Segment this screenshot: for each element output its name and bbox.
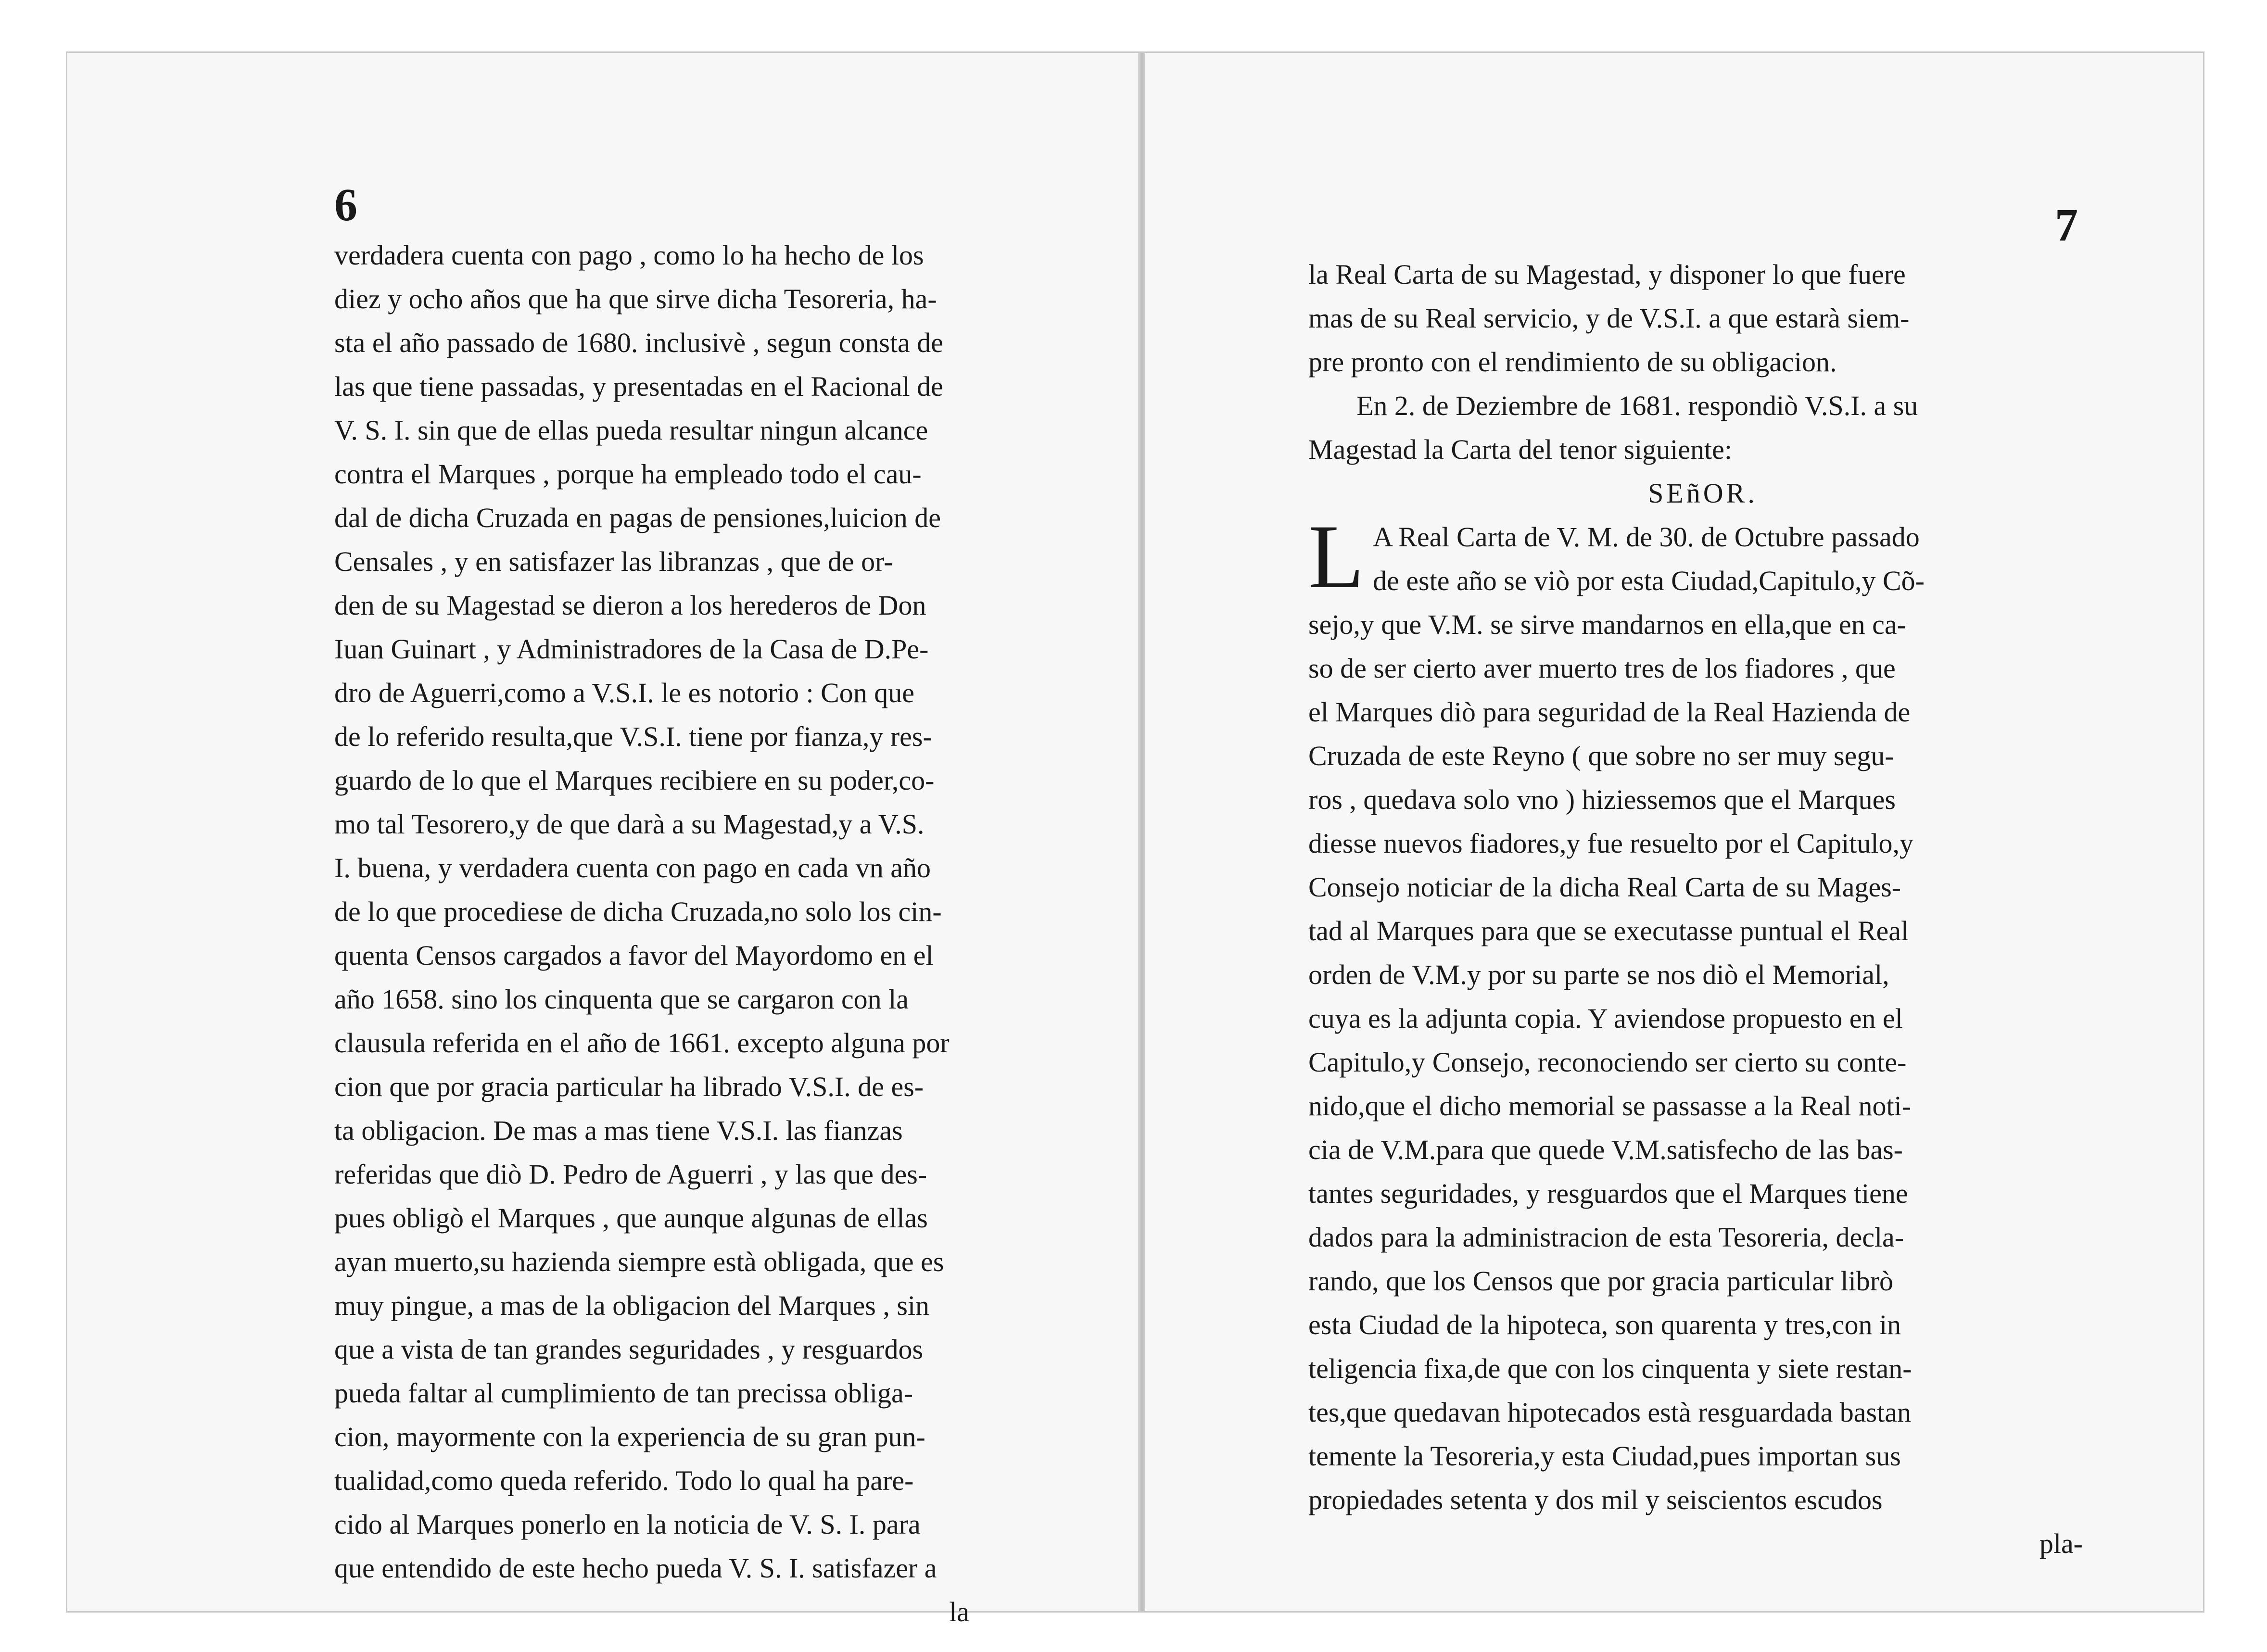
text-line: tes,que quedavan hipotecados està resguardada bastan (1308, 1397, 1911, 1428)
letter-opening (1308, 506, 2097, 607)
text-line: esta Ciudad de la hipoteca, son quarenta y tres,con in (1308, 1309, 1901, 1340)
text-line: dados para la administracion de esta Tesoreria, decla- (1308, 1222, 1904, 1253)
text-line: mo tal Tesorero,y de que darà a su Magestad,y a V.S. (334, 808, 925, 840)
page-number-left: 6 (334, 179, 357, 230)
text-line: ta obligacion. De mas a mas tiene V.S.I. las fianzas (334, 1115, 903, 1146)
text-line: que entendido de este hecho pueda V. S. I. satisfazer a (334, 1552, 937, 1584)
text-line: muy pingue, a mas de la obligacion del Marques , sin (334, 1290, 930, 1321)
text-line: sta el año passado de 1680. inclusivè , segun consta de (334, 327, 944, 358)
left-page-body (334, 233, 988, 1634)
text-line: referidas que diò D. Pedro de Aguerri , y las que des- (334, 1159, 927, 1190)
text-line: cia de V.M.para que quede V.M.satisfecho de las bas- (1308, 1134, 1903, 1165)
text-line: guardo de lo que el Marques recibiere en su poder,co- (334, 765, 935, 796)
text-line: Censales , y en satisfazer las libranzas , que de or- (334, 546, 893, 577)
text-line: la Real Carta de su Magestad, y disponer lo que fuere (1308, 259, 1906, 290)
left-page (67, 53, 1140, 1627)
text-line: propiedades setenta y dos mil y seiscientos escudos (1308, 1484, 1883, 1515)
drop-cap: L (1308, 506, 1365, 607)
text-line: de este año se viò por esta Ciudad,Capitulo,y Cõ- (1373, 565, 1925, 596)
text-line: ros , quedava solo vno ) hiziessemos que el Marques (1308, 784, 1896, 815)
text-line: verdadera cuenta con pago , como lo ha hecho de los (334, 240, 924, 271)
text-line: Magestad la Carta del tenor siguiente: (1308, 434, 1732, 465)
letter-salutation: SEñOR. (1648, 478, 1758, 509)
text-line: diez y ocho años que ha que sirve dicha Tesoreria, ha- (334, 283, 937, 315)
text-line: Consejo noticiar de la dicha Real Carta de su Mages- (1308, 871, 1901, 903)
text-line: cuya es la adjunta copia. Y aviendose propuesto en el (1308, 1003, 1903, 1034)
text-line: Capitulo,y Consejo, reconociendo ser cierto su conte- (1308, 1047, 1907, 1078)
text-line: tantes seguridades, y resguardos que el Marques tiene (1308, 1178, 1908, 1209)
text-line: orden de V.M.y por su parte se nos diò el Memorial, (1308, 959, 1889, 990)
text-line: En 2. de Deziembre de 1681. respondiò V.S.I. a su (1356, 390, 1918, 421)
text-line: pueda faltar al cumplimiento de tan precissa obliga- (334, 1377, 913, 1409)
text-line: ayan muerto,su hazienda siempre està obligada, que es (334, 1246, 944, 1277)
text-line: sejo,y que V.M. se sirve mandarnos en ella,que en ca- (1308, 609, 1906, 640)
text-line: mas de su Real servicio, y de V.S.I. a que estarà siem- (1308, 303, 1910, 334)
text-line: quenta Censos cargados a favor del Mayordomo en el (334, 940, 934, 971)
text-line: Iuan Guinart , y Administradores de la Casa de D.Pe- (334, 633, 929, 665)
text-line: cido al Marques ponerlo en la noticia de V. S. I. para (334, 1509, 921, 1540)
text-line: cion, mayormente con la experiencia de su gran pun- (334, 1421, 925, 1452)
text-line: A Real Carta de V. M. de 30. de Octubre passado (1373, 521, 1920, 553)
text-line: diesse nuevos fiadores,y fue resuelto por el Capitulo,y (1308, 828, 1913, 859)
page-number-right: 7 (2055, 199, 2078, 251)
text-line: las que tiene passadas, y presentadas en el Racional de (334, 371, 943, 402)
text-line: el Marques diò para seguridad de la Real Hazienda de (1308, 696, 1911, 728)
text-line: que a vista de tan grandes seguridades , y resguardos (334, 1334, 924, 1365)
text-line: I. buena, y verdadera cuenta con pago en cada vn año (334, 852, 931, 883)
text-line: Cruzada de este Reyno ( que sobre no ser muy segu- (1308, 740, 1894, 771)
text-line: nido,que el dicho memorial se passasse a la Real noti- (1308, 1090, 1912, 1122)
right-page-body (1308, 252, 2097, 1565)
text-line: teligencia fixa,de que con los cinquenta y siete restan- (1308, 1353, 1912, 1384)
text-line: año 1658. sino los cinquenta que se cargaron con la (334, 984, 909, 1015)
text-line: den de su Magestad se dieron a los herederos de Don (334, 590, 926, 621)
catchword-right: pla- (2039, 1528, 2083, 1559)
text-line: dro de Aguerri,como a V.S.I. le es notorio : Con que (334, 677, 915, 708)
right-page (1145, 53, 2203, 1611)
text-line: clausula referida en el año de 1661. excepto alguna por (334, 1027, 950, 1059)
text-line: tualidad,como queda referido. Todo lo qual ha pare- (334, 1465, 914, 1496)
text-line: rando, que los Censos que por gracia particular librò (1308, 1265, 1894, 1297)
text-line: pues obligò el Marques , que aunque algunas de ellas (334, 1202, 928, 1234)
book-spread (67, 53, 2203, 1627)
text-line: V. S. I. sin que de ellas pueda resultar ningun alcance (334, 415, 928, 446)
text-line: tad al Marques para que se executasse puntual el Real (1308, 915, 1909, 946)
text-line: pre pronto con el rendimiento de su obligacion. (1308, 346, 1837, 378)
text-line: de lo referido resulta,que V.S.I. tiene por fianza,y res- (334, 721, 932, 752)
text-line: de lo que procediese de dicha Cruzada,no solo los cin- (334, 896, 942, 927)
text-line: contra el Marques , porque ha empleado todo el cau- (334, 458, 922, 490)
text-line: dal de dicha Cruzada en pagas de pensiones,luicion de (334, 502, 941, 533)
catchword-left: la (949, 1596, 969, 1627)
text-line: temente la Tesoreria,y esta Ciudad,pues importan sus (1308, 1440, 1901, 1472)
text-line: so de ser cierto aver muerto tres de los fiadores , que (1308, 653, 1896, 684)
text-line: cion que por gracia particular ha librado V.S.I. de es- (334, 1071, 924, 1102)
